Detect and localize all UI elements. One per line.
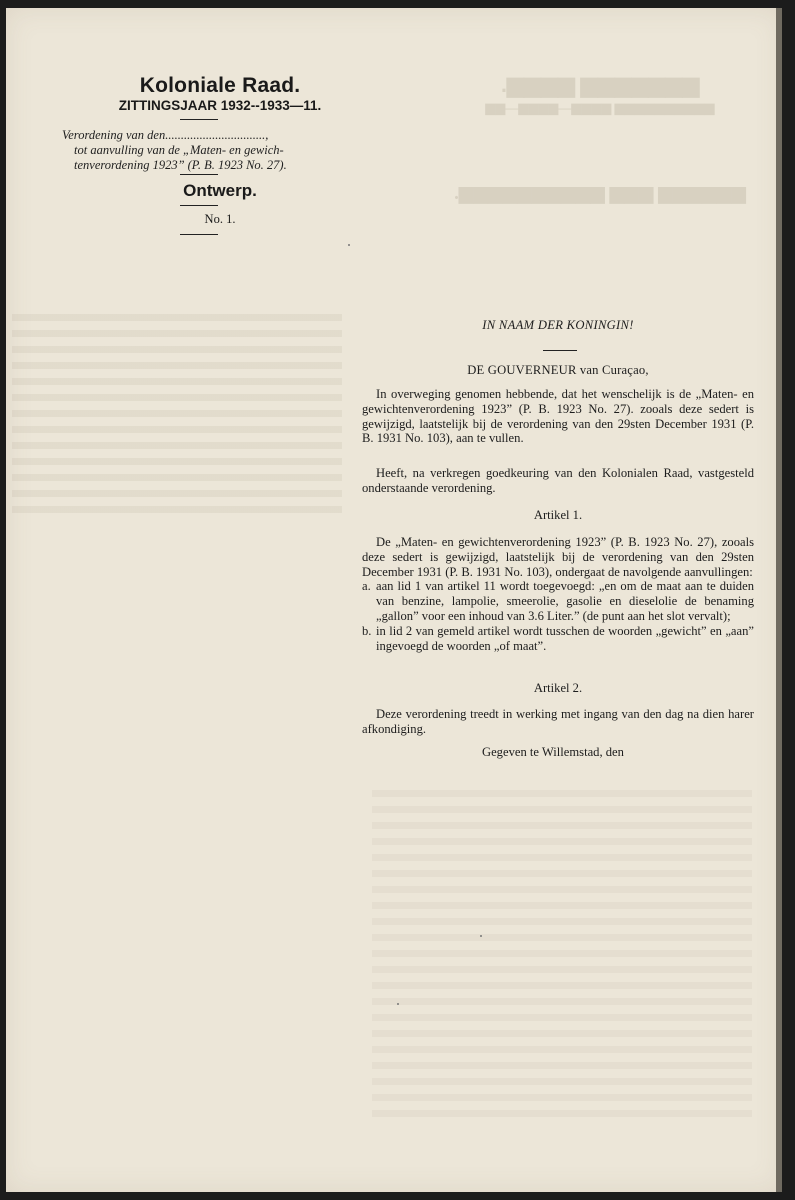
considering-paragraph: In overweging genomen hebbende, dat het wenschelijk is de „Maten- en gewichtenverordening 1923” (P. B. 1923 No. 27). zooals deze sedert is gewijzigd, laatstelijk bij de verordening van den 29sten December 1931 (P. B. 1931 No. 103), aan te vullen. <box>362 387 754 446</box>
item-b-text: in lid 2 van gemeld artikel wordt tusschen de woorden „gewicht” en „aan” ingevoegd de woorden „of maat”. <box>376 623 754 653</box>
item-a-key: a. <box>362 579 371 594</box>
amendment-item-b <box>362 624 754 654</box>
bleed-through-subtitle: ▆▆▆▆▆▆▆▆▆▆ ▆▆▆▆—▆▆▆▆—▆▆ <box>485 100 715 115</box>
article-2-heading: Artikel 2. <box>533 681 583 695</box>
invocation-divider <box>543 350 577 351</box>
item-b-key: b. <box>362 623 372 638</box>
intro-line-3: tenverordening 1923” (P. B. 1923 No. 27). <box>74 158 287 172</box>
paper-speck <box>397 1003 399 1005</box>
intro-divider <box>180 174 218 175</box>
bleed-through-title: ▆▆▆▆▆▆▆ ▆▆▆▆. <box>500 72 700 97</box>
given-at-line: Gegeven te Willemstad, den <box>482 745 624 759</box>
intro-line-1: Verordening van den................................, <box>62 128 269 142</box>
draft-number: No. 1. <box>204 212 236 226</box>
binding-edge <box>776 8 782 1192</box>
bleed-through-heading: ▆▆▆▆▆▆ ▆▆▆ ▆▆▆▆▆▆▆▆▆▆. <box>454 183 746 204</box>
item-a-text: aan lid 1 van artikel 11 wordt toegevoegd: „en om de maat aan te duiden van benzine, lampolie, smeerolie, gasolie en dieselolie de benaming „gallon” voor een inhoud van 3.6 Liter.” (de punt aan het slot vervalt); <box>376 579 754 623</box>
amendment-item-a <box>362 579 754 623</box>
intro-line-2: tot aanvulling van de „Maten- en gewich- <box>74 143 284 157</box>
paper-speck <box>480 935 482 937</box>
ordinance-intro <box>62 128 338 173</box>
draft-divider-bottom <box>180 234 218 235</box>
article-1-body <box>362 535 754 653</box>
header-divider <box>180 119 218 120</box>
governor-line: DE GOUVERNEUR van Curaçao, <box>467 363 649 377</box>
article-2-text: Deze verordening treedt in werking met ingang van den dag na dien harer afkondiging. <box>362 707 754 736</box>
invocation-heading: IN NAAM DER KONINGIN! <box>482 318 634 332</box>
bleed-through-text-lower <box>372 790 752 1120</box>
article-1-heading: Artikel 1. <box>533 508 583 522</box>
draft-heading: Ontwerp. <box>183 181 257 200</box>
bleed-through-text-left <box>12 314 342 514</box>
approval-paragraph: Heeft, na verkregen goedkeuring van den Kolonialen Raad, vastgesteld onderstaande verordening. <box>362 466 754 495</box>
session-year: ZITTINGSJAAR 1932--1933—11. <box>118 98 322 113</box>
council-title: Koloniale Raad. <box>139 74 301 97</box>
draft-divider-top <box>180 205 218 206</box>
article-1-text: De „Maten- en gewichtenverordening 1923” (P. B. 1923 No. 27), zooals deze sedert is gewijzigd, laatstelijk bij de verordening van den 29sten December 1931 (P. B. 1931 No. 103), ondergaat de navolgende aanvullingen: <box>362 535 754 579</box>
paper-speck <box>348 244 350 246</box>
